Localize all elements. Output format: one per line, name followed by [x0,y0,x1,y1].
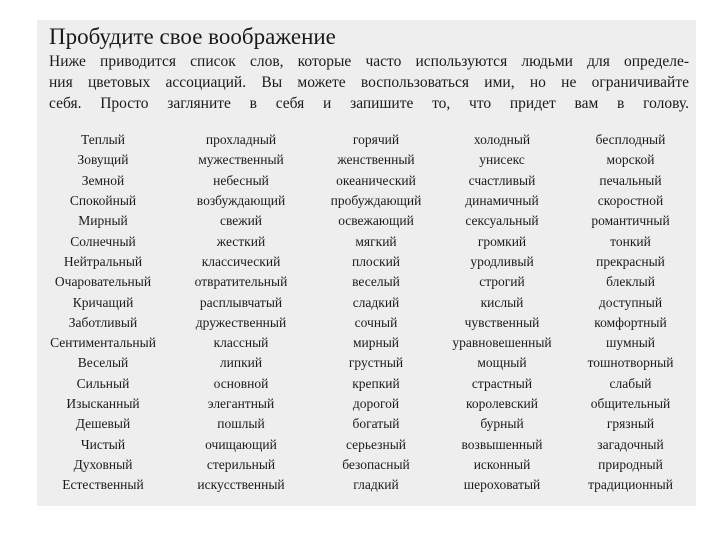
word-cell: слабый [609,375,652,391]
word-cell: гладкий [353,477,399,493]
word-cell: морской [606,152,655,168]
intro-line: себя. Просто загляните в себя и запишите то, что придет вам в голову. [49,95,689,112]
word-cell: свежий [219,213,263,229]
word-cell: небесный [213,172,269,188]
word-cell: строгий [479,274,525,290]
word-row [37,231,696,251]
word-cell: Теплый [81,132,125,148]
word-cell: возвышенный [461,436,543,452]
page-title: Пробудите свое воображение [49,24,336,49]
word-cell: кислый [480,294,524,310]
scanned-page [37,20,696,506]
word-cell: шероховатый [463,477,541,493]
word-cell: Чистый [80,436,126,452]
word-cell: бесплодный [595,132,666,148]
word-cell: чувственный [464,314,540,330]
word-cell: уродливый [470,253,534,269]
word-cell: традиционный [588,477,673,493]
word-cell: Солнечный [70,233,136,249]
word-row [37,130,696,150]
word-cell: освежающий [338,213,414,229]
word-cell: блеклый [606,274,655,290]
word-cell: мужественный [198,152,284,168]
word-cell: природный [598,456,663,472]
word-cell: романтичный [591,213,670,229]
word-cell: сочный [354,314,398,330]
word-cell: горячий [352,132,400,148]
word-list-table [37,130,696,495]
word-cell: королевский [466,396,538,411]
word-row [37,292,696,312]
word-cell: дорогой [352,396,400,411]
word-cell: Сильный [76,375,130,391]
word-cell: доступный [598,294,663,310]
word-cell: Духовный [73,456,133,472]
word-cell: дружественный [195,314,287,330]
word-cell: пошлый [217,416,265,432]
word-cell: веселый [352,274,400,290]
word-cell: мощный [477,355,527,371]
intro-line: Ниже приводится список слов, которые часто используются людьми для определе- [49,53,689,70]
word-row [37,475,696,495]
word-cell: скоростной [597,193,664,209]
word-row [37,353,696,373]
word-cell: исконный [473,456,531,472]
word-cell: динамичный [465,193,539,209]
word-cell: уравновешенный [452,335,552,351]
word-cell: отвратительный [194,274,288,290]
word-cell: прекрасный [596,253,665,269]
word-cell: элегантный [207,396,275,411]
word-cell: пробуждающий [330,193,422,209]
word-row [37,150,696,170]
intro-paragraph [49,51,689,114]
word-cell: очищающий [205,436,277,452]
word-cell: тошнотворный [587,355,674,371]
word-cell: крепкий [352,375,400,391]
word-cell: страстный [471,375,533,391]
word-row [37,191,696,211]
word-cell: мирный [352,335,400,351]
word-cell: печальный [599,172,662,188]
word-cell: Кричащий [72,294,134,310]
word-cell: унисекс [479,152,525,168]
word-cell: Спокойный [69,193,137,209]
word-row [37,313,696,333]
word-cell: Сентиментальный [50,335,156,351]
word-cell: грязный [606,416,655,432]
word-cell: основной [213,375,269,391]
word-cell: Заботливый [68,314,138,330]
word-cell: расплывчатый [199,294,283,310]
word-cell: Мирный [78,213,128,229]
word-cell: сексуальный [465,213,539,229]
word-cell: Земной [81,172,125,188]
word-cell: Зовущий [77,152,129,168]
word-cell: возбуждающий [196,193,286,209]
word-row [37,333,696,353]
word-row [37,394,696,414]
word-cell: классический [201,253,281,269]
intro-line: ния цветовых ассоциаций. Вы можете воспользоваться ими, но не ограничивайте [49,74,689,91]
word-cell: громкий [477,233,527,249]
word-cell: Изысканный [66,396,140,411]
word-row [37,374,696,394]
word-cell: грустный [348,355,404,371]
word-cell: стерильный [206,456,276,472]
word-cell: богатый [352,416,400,432]
word-cell: прохладный [205,132,277,148]
word-cell: Очаровательный [54,274,152,290]
word-cell: сладкий [352,294,400,310]
word-cell: жесткий [216,233,266,249]
word-row [37,211,696,231]
word-cell: Естественный [62,477,144,493]
word-row [37,455,696,475]
word-cell: бурный [480,416,524,432]
word-cell: липкий [219,355,263,371]
word-row [37,272,696,292]
word-cell: серьезный [345,436,407,452]
word-cell: холодный [473,132,531,148]
word-cell: счастливый [468,172,536,188]
word-cell: океанический [336,172,416,188]
word-cell: искусственный [197,477,285,493]
word-row [37,252,696,272]
word-cell: Нейтральный [63,253,143,269]
word-cell: Дешевый [75,416,131,432]
word-cell: загадочный [597,436,664,452]
word-cell: плоский [351,253,401,269]
word-cell: тонкий [610,233,651,249]
word-cell: комфортный [594,314,667,330]
word-cell: общительный [590,396,671,411]
word-cell: безопасный [342,456,410,472]
word-cell: классный [213,335,269,351]
word-row [37,414,696,434]
word-cell: Веселый [77,355,129,371]
word-cell: шумный [605,335,656,351]
word-row [37,434,696,454]
word-cell: женственный [337,152,415,168]
word-cell: мягкий [355,233,397,249]
word-row [37,171,696,191]
